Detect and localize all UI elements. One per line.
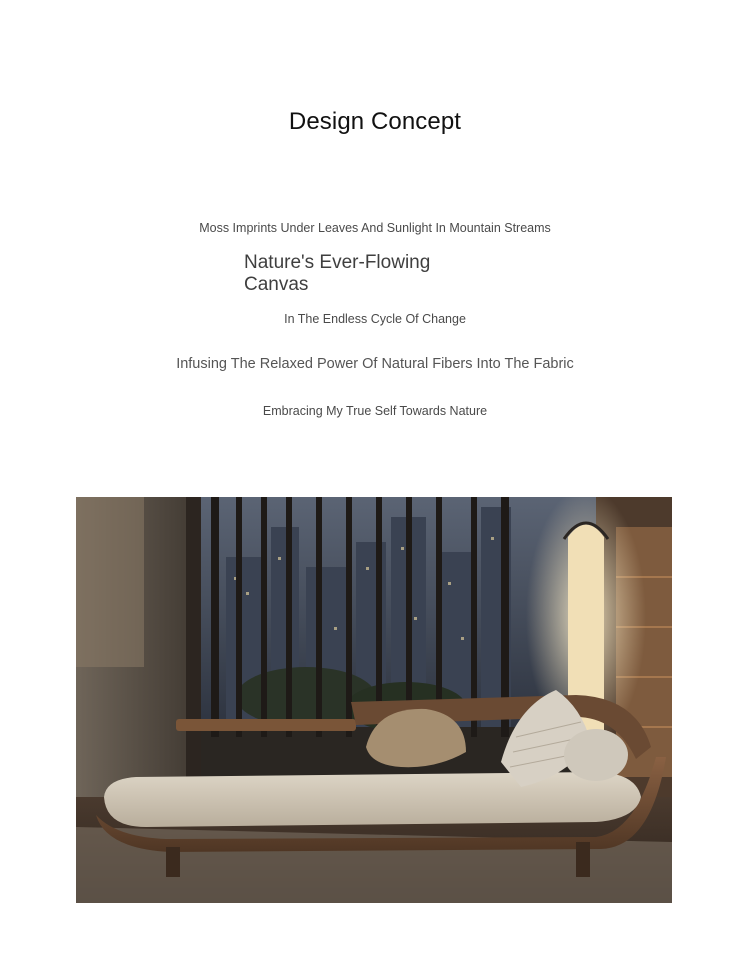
page-title: Design Concept bbox=[288, 108, 462, 135]
tagline-true-self: Embracing My True Self Towards Nature bbox=[262, 404, 488, 418]
tagline-endless-cycle: In The Endless Cycle Of Change bbox=[284, 312, 466, 326]
tagline-moss-imprints: Moss Imprints Under Leaves And Sunlight In Mountain Streams bbox=[199, 221, 551, 235]
interior-photo bbox=[76, 497, 672, 903]
headline bbox=[244, 252, 484, 296]
headline-line-1: Nature's Ever-Flowing bbox=[244, 252, 431, 273]
headline-line-2: Canvas bbox=[244, 274, 309, 295]
tagline-natural-fibers: Infusing The Relaxed Power Of Natural Fibers Into The Fabric bbox=[176, 356, 574, 372]
